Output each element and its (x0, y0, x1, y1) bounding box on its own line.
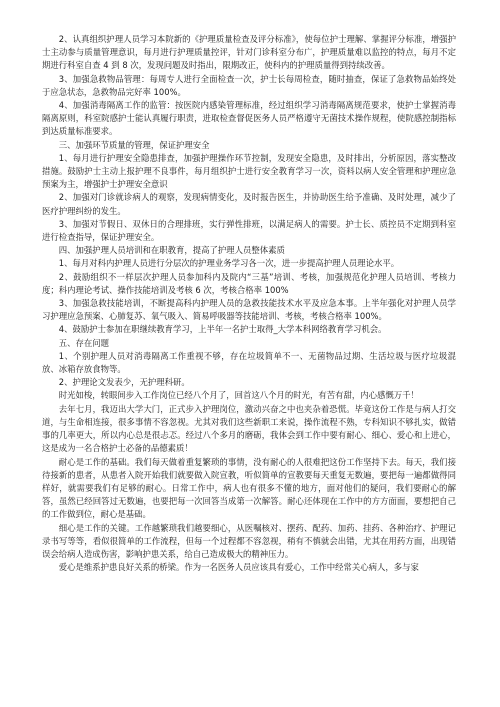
section-heading: 四、加强护理人员培训和在职教育，提高了护理人员整体素质 (58, 245, 285, 256)
paragraph: 细心是工作的关键。工作越繁琐我们越要细心，从医嘱核对、摆药、配药、加药、挂药、各种治疗、护理记录书写等等，看似很简单的工作流程，但每一个过程都不容忽视，稍有不慎就会出错，尤其在用药方面，出现错误会给病人造成伤害，影响护患关系，给自己造成极大的精神压力。 (42, 522, 456, 559)
paragraph: 4、加强消毒隔离工作的监管：按医院内感染管理标准，经过组织学习消毒隔离规范要求，使护士掌握消毒隔离原则，科室院感护士能认真履行职责，进取检查督促医务人员严格遵守无菌技术操作规程，使院感控制指标到达质量标准要求。 (42, 100, 456, 137)
paragraph: 时光如梭，转眼间步入工作岗位已经八个月了，回首这八个月的时光，有苦有甜，内心感慨万千！ (58, 390, 419, 401)
paragraph: 爱心是维系护患良好关系的桥梁。作为一名医务人员应该具有爱心，工作中经常关心病人，多与家 (58, 562, 419, 573)
section-heading: 五、存在问题 (58, 337, 110, 348)
paragraph: 2、加强对门诊就诊病人的观察，发现病情变化，及时报告医生，并协助医生给予准确、及时处理，减少了医疗护理纠纷的发生。 (42, 192, 456, 216)
paragraph: 去年七月，我迈出大学大门，正式步入护理岗位，激动兴奋之中也夹杂着恐慌。毕竟这份工作是与病人打交道，与生命相连接，很多事情不容忽视。尤其对我们这些新职工来说，操作流程不熟，专科知识不够扎实，做错事的几率更大，所以内心总是很忐忑。经过八个多月的磨砺，我体会到工作中要有耐心、细心、爱心和上进心，这是成为一名合格护士必备的品德素质！ (42, 403, 456, 454)
paragraph: 3、加强急救技能培训，不断提高科内护理人员的急救技能技术水平及应急本事。上半年强化对护理人员学习护理应急预案、心肺复苏、氧气吸入、简易呼吸器等技能培训、考核，考核合格率 100%。 (42, 298, 456, 322)
section-heading: 三、加强环节质量的管理，保证护理安全 (58, 139, 210, 150)
paragraph: 耐心是工作的基础。我们每天做着重复繁琐的事情，没有耐心的人很难把这份工作坚持下去。每天，我们接待接新的患者，从患者入院开始我们就要做入院宣教，听似简单的宣教要每天重复无数遍，要把每一遍都做得同样好，就需要我们有足够的耐心。日常工作中，病人也有很多不懂的地方，面对他们的疑问，我们要耐心的解答，虽然已经回答过无数遍，也要把每一次回答当成第一次解答。耐心还体现在工作中的方方面面，要想把自己的工作做到位，耐心是基础。 (42, 456, 456, 520)
paragraph: 2、护理论文发表少，无护理科研。 (58, 377, 190, 388)
paragraph: 1、每月进行护理安全隐患排查，加强护理操作环节控制，发现安全隐患，及时排出，分析原因，落实整改措施。鼓励护士主动上报护理不良事件，每月组织护士进行安全教育学习一次，资料以病人安全管理和护理应急预案为主，增强护士护理安全意识 (42, 152, 456, 190)
paragraph: 1、个别护理人员对消毒隔离工作重视不够，存在垃圾简单不一、无菌物品过期、生活垃圾与医疗垃圾混放、冰箱存放食物等。 (42, 350, 456, 375)
paragraph: 3、加强急救物品管理：每周专人进行全面检查一次，护士长每周检查，随时抽查，保证了急救物品始终处于应急状态，急救物品完好率 100%。 (42, 73, 456, 97)
paragraph: 1、每月对科内护理人员进行分层次的护理业务学习各一次，进一步提高护理人员理论水平。 (58, 258, 400, 269)
paragraph: 3、加强对节假日、双休日的合理排班，实行弹性排班，以满足病人的需要。护士长、质控员不定期到科室进行检查指导，保证护理安全。 (42, 218, 456, 243)
paragraph: 2、鼓励组织不一样层次护理人员参加科内及院内“三基”培训、考核，加强规范化护理人员培训、考核力度；科内理论考试、操作技能培训及考核 6 次，考核合格率 100% (42, 271, 456, 295)
paragraph: 4、鼓励护士参加在职继续教育学习，上半年一名护士取得_大学本科网络教育学习机会。 (58, 324, 387, 335)
paragraph: 2、认真组织护理人员学习本院新的《护理质量检查及评分标准》，使每位护士理解、掌握评分标准，增强护士主动参与质量管理意识，每月进行护理质量控评，针对门诊科室分布广，护理质量难以监控的特点，每月不定期进行科室自查 4 到 8 次，发现问题及时指出，限期改正，使科内的护理质量得到持续改善。 (42, 34, 456, 71)
